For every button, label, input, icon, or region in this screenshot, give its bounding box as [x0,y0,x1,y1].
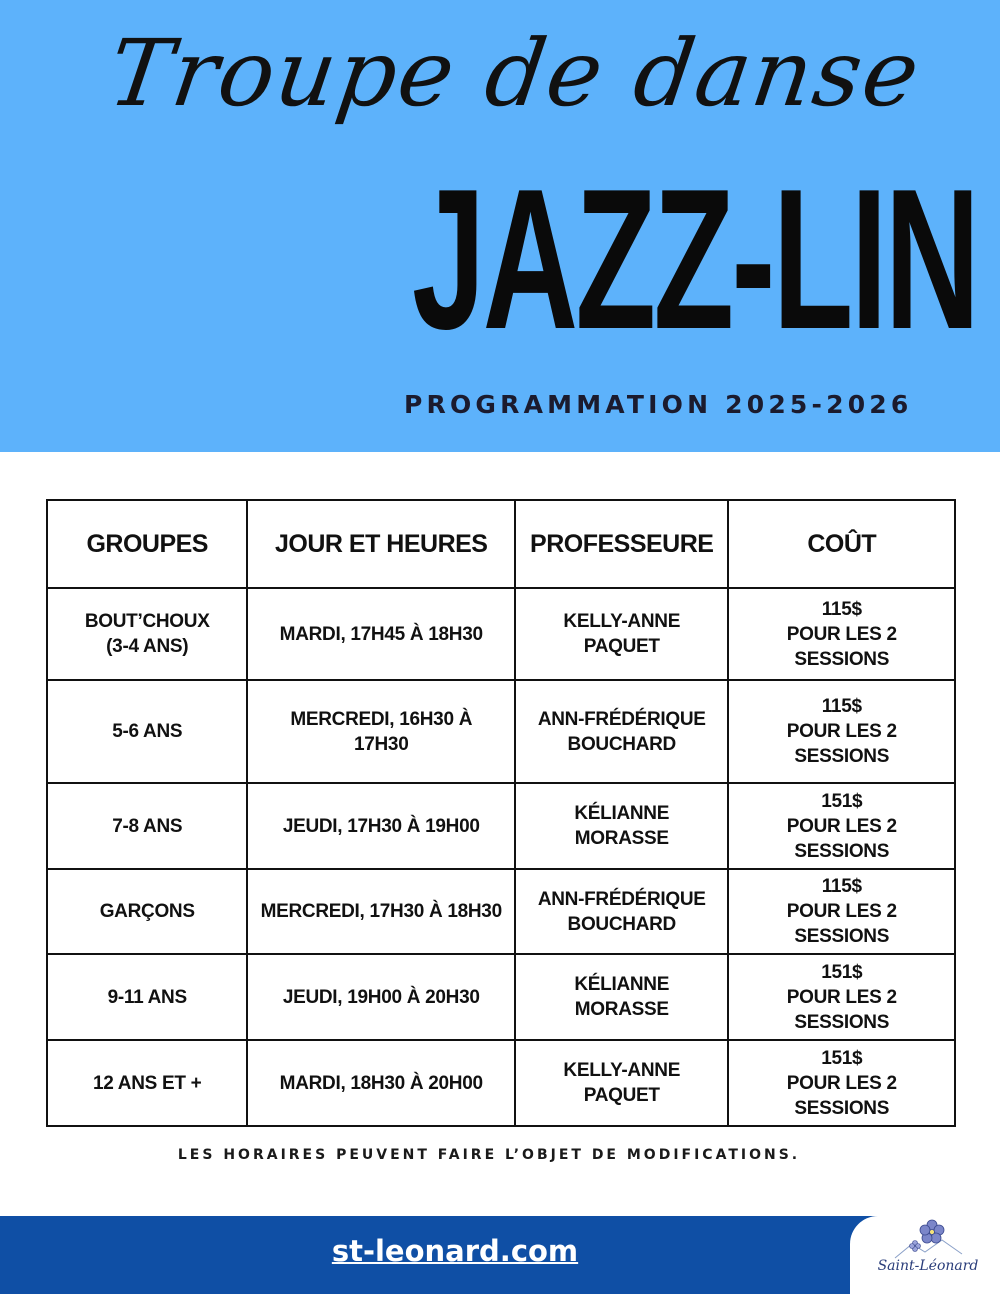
city-logo [850,1216,1000,1294]
schedule-disclaimer: LES HORAIRES PEUVENT FAIRE L’OBJET DE MODIFICATIONS. [177,1147,801,1163]
table-row [47,1040,955,1126]
website-link[interactable]: st-leonard.com [331,1234,579,1268]
cost-cell: 151$ POUR LES 2 SESSIONS [728,1040,955,1126]
schedule-table [46,499,956,1127]
group-cell: BOUT’CHOUX (3-4 ANS) [47,588,247,680]
time-cell: JEUDI, 19H00 À 20H30 [247,954,515,1040]
time-cell: MARDI, 17H45 À 18H30 [247,588,515,680]
group-cell: 12 ANS ET + [47,1040,247,1126]
teacher-cell: KÉLIANNE MORASSE [515,954,728,1040]
group-cell: GARÇONS [47,869,247,954]
script-title: Troupe de danse [102,20,928,127]
teacher-cell: ANN-FRÉDÉRIQUE BOUCHARD [515,680,728,783]
time-cell: MERCREDI, 17H30 À 18H30 [247,869,515,954]
cost-cell: 151$ POUR LES 2 SESSIONS [728,783,955,869]
teacher-cell: KELLY-ANNE PAQUET [515,1040,728,1126]
group-cell: 5-6 ANS [47,680,247,783]
program-subtitle: PROGRAMMATION 2025-2026 [404,390,913,419]
table-row [47,869,955,954]
header-teacher: PROFESSEURE [515,500,728,588]
table-row [47,680,955,783]
teacher-cell: KELLY-ANNE PAQUET [515,588,728,680]
header-cost: COÛT [728,500,955,588]
logo-text: Saint-Léonard [877,1258,979,1274]
table-header-row [47,500,955,588]
time-cell: JEUDI, 17H30 À 19H00 [247,783,515,869]
table-row [47,783,955,869]
header-groups: GROUPES [47,500,247,588]
teacher-cell: ANN-FRÉDÉRIQUE BOUCHARD [515,869,728,954]
group-cell: 7-8 ANS [47,783,247,869]
cost-cell: 151$ POUR LES 2 SESSIONS [728,954,955,1040]
cost-cell: 115$ POUR LES 2 SESSIONS [728,869,955,954]
main-title-wrap [412,140,978,380]
header-schedule: JOUR ET HEURES [247,500,515,588]
time-cell: MARDI, 18H30 À 20H00 [247,1040,515,1126]
main-title: JAZZ-LIN [412,148,978,371]
flax-flower-icon [850,1216,1000,1294]
table-row [47,588,955,680]
group-cell: 9-11 ANS [47,954,247,1040]
cost-cell: 115$ POUR LES 2 SESSIONS [728,680,955,783]
teacher-cell: KÉLIANNE MORASSE [515,783,728,869]
table-row [47,954,955,1040]
time-cell: MERCREDI, 16H30 À 17H30 [247,680,515,783]
cost-cell: 115$ POUR LES 2 SESSIONS [728,588,955,680]
